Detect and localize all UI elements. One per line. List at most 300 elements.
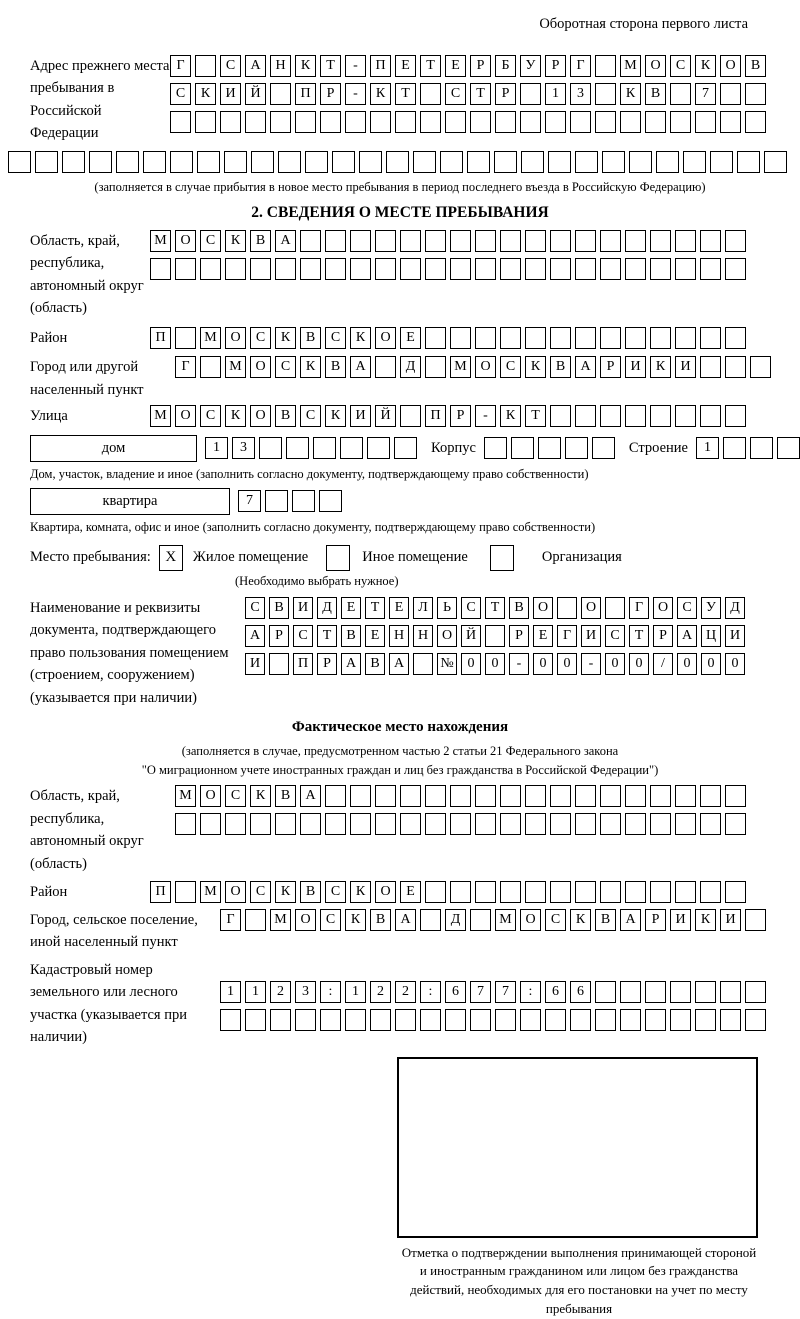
form-cell [600,813,621,835]
form-cell [511,437,534,459]
form-cell: - [509,653,529,675]
form-cell: К [525,356,546,378]
form-cell [413,151,436,173]
form-cell: Д [317,597,337,619]
form-cell [670,111,691,133]
city-row [175,356,771,378]
form-cell [670,83,691,105]
confirmation-stamp-box [397,1057,758,1238]
form-cell: 0 [485,653,505,675]
form-cell [745,981,766,1003]
form-cell: - [475,405,496,427]
form-cell [745,1009,766,1031]
form-cell [143,151,166,173]
form-cell: К [370,83,391,105]
form-cell: О [250,405,271,427]
form-cell [575,230,596,252]
form-cell: Г [170,55,191,77]
form-cell: А [300,785,321,807]
actual-location-note2: "О миграционном учете иностранных граждан и лиц без гражданства в Российской Федерации") [141,762,659,777]
form-cell: Й [245,83,266,105]
form-cell: 7 [695,83,716,105]
prev-address-rows [170,55,766,133]
form-cell [700,230,721,252]
form-cell: Т [485,597,505,619]
form-cell [400,813,421,835]
form-cell [313,437,336,459]
checkbox-organization[interactable] [490,545,514,571]
form-cell: 3 [232,437,255,459]
form-cell [625,327,646,349]
form-cell [485,625,505,647]
form-cell: С [250,881,271,903]
form-cell [602,151,625,173]
form-cell: К [225,405,246,427]
form-cell [265,490,288,512]
form-cell [725,258,746,280]
form-cell [225,258,246,280]
form-cell [35,151,58,173]
form-cell [275,258,296,280]
form-cell [275,813,296,835]
form-cell [629,151,652,173]
form-cell: - [581,653,601,675]
document-row2 [245,625,745,647]
form-cell [445,111,466,133]
form-cell [175,258,196,280]
cadastral-block [30,959,800,1049]
form-cell [620,1009,641,1031]
form-cell: В [365,653,385,675]
form-cell: О [720,55,741,77]
form-cell: Р [450,405,471,427]
form-cell: М [620,55,641,77]
form-cell [764,151,787,173]
form-cell [292,490,315,512]
form-cell [224,151,247,173]
form-cell: И [675,356,696,378]
form-cell [475,881,496,903]
form-cell: А [575,356,596,378]
form-cell: Т [395,83,416,105]
form-cell: С [677,597,697,619]
fact-district-label: Район [30,884,68,901]
form-cell: К [350,881,371,903]
form-cell [656,151,679,173]
form-cell: 2 [395,981,416,1003]
form-cell: Е [341,597,361,619]
fact-region-block [30,785,800,875]
form-cell [725,813,746,835]
form-cell [725,405,746,427]
form-cell [375,785,396,807]
form-cell [570,111,591,133]
form-cell [270,111,291,133]
form-cell: Р [509,625,529,647]
form-cell [725,785,746,807]
form-cell [425,785,446,807]
form-cell: Р [600,356,621,378]
form-cell [345,111,366,133]
form-cell [413,653,433,675]
form-cell [325,258,346,280]
form-cell: М [200,327,221,349]
form-cell [440,151,463,173]
form-cell: 2 [370,981,391,1003]
form-cell [225,813,246,835]
house-row [30,435,800,462]
form-cell [470,111,491,133]
form-cell: 7 [495,981,516,1003]
form-cell: К [325,405,346,427]
form-cell [737,151,760,173]
form-cell: С [200,230,221,252]
form-cell [450,327,471,349]
form-cell [375,230,396,252]
region-row2 [150,258,746,280]
form-cell: 1 [345,981,366,1003]
form-cell [520,1009,541,1031]
stroenie-cells [696,437,800,459]
form-cell: В [370,909,391,931]
form-cell: Т [525,405,546,427]
form-cell: В [269,597,289,619]
form-cell [650,405,671,427]
form-cell [320,111,341,133]
form-cell [420,111,441,133]
form-cell [375,258,396,280]
form-cell: Е [395,55,416,77]
form-cell [605,597,625,619]
form-cell: С [275,356,296,378]
fact-region-label: Область, край, республика, автономный округ (область) [30,788,144,872]
city-label: Город или другой населенный пункт [30,359,144,398]
form-cell [170,111,191,133]
form-cell: 6 [445,981,466,1003]
form-cell: Г [557,625,577,647]
form-cell: У [701,597,721,619]
form-cell: О [375,327,396,349]
korpus-label: Корпус [431,439,476,456]
form-cell [359,151,382,173]
form-cell [495,111,516,133]
form-cell: 0 [461,653,481,675]
street-label: Улица [30,408,68,425]
form-cell [494,151,517,173]
form-cell [450,881,471,903]
form-cell [278,151,301,173]
form-cell [675,327,696,349]
form-cell [200,813,221,835]
form-cell: - [345,55,366,77]
form-cell: У [520,55,541,77]
form-cell: 0 [605,653,625,675]
form-cell [720,111,741,133]
form-cell [570,1009,591,1031]
form-cell: 1 [696,437,719,459]
form-cell: 6 [570,981,591,1003]
form-cell [620,981,641,1003]
form-cell [200,258,221,280]
form-cell: Т [470,83,491,105]
form-cell [700,356,721,378]
fact-city-label: Город, сельское поселение, иной населенный пункт [30,911,198,951]
form-cell [350,813,371,835]
form-cell [700,405,721,427]
form-cell [197,151,220,173]
form-cell [625,785,646,807]
form-cell [745,83,766,105]
document-block [30,597,800,709]
option-other-premises-label: Иное помещение [362,549,468,566]
form-cell [595,83,616,105]
form-cell [470,909,491,931]
form-cell: С [445,83,466,105]
form-cell: В [550,356,571,378]
form-cell: Р [269,625,289,647]
region-rows [150,230,746,280]
form-cell [650,258,671,280]
form-cell [575,881,596,903]
form-cell [484,437,507,459]
form-cell [325,785,346,807]
stroenie-label: Строение [628,439,688,456]
form-cell [625,405,646,427]
form-cell [425,327,446,349]
form-cell [600,881,621,903]
form-cell: В [300,327,321,349]
form-cell [525,230,546,252]
form-cell: С [300,405,321,427]
form-cell: А [245,55,266,77]
form-cell [319,490,342,512]
fact-city-row [220,909,766,931]
form-cell: Р [317,653,337,675]
form-cell [500,813,521,835]
form-cell [700,785,721,807]
form-cell: В [745,55,766,77]
form-cell: К [195,83,216,105]
form-cell [575,785,596,807]
form-cell: П [425,405,446,427]
form-cell: О [520,909,541,931]
checkbox-residential[interactable]: X [159,545,183,571]
form-cell [650,230,671,252]
prev-address-row2 [170,83,766,105]
form-cell [675,785,696,807]
form-cell [325,813,346,835]
form-cell: А [389,653,409,675]
form-cell: П [150,881,171,903]
form-cell: В [341,625,361,647]
form-cell [150,258,171,280]
form-cell [394,437,417,459]
form-cell: А [350,356,371,378]
form-cell [683,151,706,173]
form-cell [550,881,571,903]
form-cell: : [420,981,441,1003]
form-cell [320,1009,341,1031]
fact-city-block [30,909,800,954]
district-row [150,327,746,349]
form-cell: О [581,597,601,619]
form-cell [670,1009,691,1031]
form-cell: Р [320,83,341,105]
form-cell [725,230,746,252]
form-cell: Т [629,625,649,647]
form-cell [62,151,85,173]
form-cell: 2 [270,981,291,1003]
form-cell [550,405,571,427]
form-cell: С [170,83,191,105]
form-cell [695,981,716,1003]
form-cell [475,230,496,252]
form-cell: С [200,405,221,427]
cadastral-row2 [220,1009,766,1031]
form-cell [300,813,321,835]
option-organization-label: Организация [541,549,622,566]
section2-title: 2. СВЕДЕНИЯ О МЕСТЕ ПРЕБЫВАНИЯ [251,203,549,221]
form-cell [420,83,441,105]
form-cell: И [581,625,601,647]
form-cell: С [225,785,246,807]
form-cell: В [275,405,296,427]
form-cell [425,356,446,378]
form-cell [595,55,616,77]
apartment-row [30,488,800,515]
form-cell [520,111,541,133]
form-cell [700,258,721,280]
form-cell [700,881,721,903]
form-cell [475,258,496,280]
actual-location-title: Фактическое место нахождения [291,718,509,735]
form-cell: К [620,83,641,105]
form-cell: Е [365,625,385,647]
form-cell [625,881,646,903]
cadastral-row1 [220,981,766,1003]
form-cell [720,981,741,1003]
form-cell: К [695,909,716,931]
form-cell: О [375,881,396,903]
form-cell: О [225,327,246,349]
form-cell: Д [400,356,421,378]
form-cell: - [345,83,366,105]
form-cell [269,653,289,675]
form-cell [550,813,571,835]
form-cell: Е [445,55,466,77]
form-cell: К [275,881,296,903]
form-cell: М [450,356,471,378]
form-cell [475,327,496,349]
form-cell [548,151,571,173]
form-cell [395,1009,416,1031]
form-cell [467,151,490,173]
form-cell [557,597,577,619]
form-cell: 0 [629,653,649,675]
form-cell [645,981,666,1003]
form-cell [595,981,616,1003]
form-cell: 1 [545,83,566,105]
form-cell: 3 [570,83,591,105]
form-cell: Е [400,881,421,903]
region-row1 [150,230,746,252]
form-cell [550,230,571,252]
form-cell: К [650,356,671,378]
form-cell [175,327,196,349]
form-cell: О [175,405,196,427]
form-cell [450,813,471,835]
form-cell: П [150,327,171,349]
form-cell [470,1009,491,1031]
korpus-cells [484,437,615,459]
form-cell: К [300,356,321,378]
form-cell: Н [270,55,291,77]
apartment-cells [238,490,342,512]
form-cell: С [220,55,241,77]
form-cell: 6 [545,981,566,1003]
district-block [30,327,800,349]
form-cell [725,881,746,903]
form-cell [720,83,741,105]
apartment-caption: Квартира, комната, офис и иное (заполнить согласно документу, подтверждающему право собственности) [30,519,596,534]
form-cell [675,405,696,427]
form-cell: Г [175,356,196,378]
form-cell: О [225,881,246,903]
form-cell: О [200,785,221,807]
form-cell [500,230,521,252]
form-cell: В [250,230,271,252]
form-cell: И [220,83,241,105]
form-cell: 1 [205,437,228,459]
form-cell: / [653,653,673,675]
form-cell: С [245,597,265,619]
form-cell [745,909,766,931]
form-cell [525,327,546,349]
form-cell: : [320,981,341,1003]
form-cell [723,437,746,459]
fact-district-row [150,881,746,903]
form-cell: 7 [470,981,491,1003]
checkbox-other-premises[interactable] [326,545,350,571]
form-cell: С [293,625,313,647]
form-cell [89,151,112,173]
stay-type-label: Место пребывания: [30,549,151,566]
form-cell: К [570,909,591,931]
form-cell [495,1009,516,1031]
prev-address-row4 [8,151,800,173]
form-cell [420,1009,441,1031]
form-cell: 0 [725,653,745,675]
form-cell [245,1009,266,1031]
form-cell: М [200,881,221,903]
form-cell: Р [545,55,566,77]
form-cell: 1 [245,981,266,1003]
form-cell: 7 [238,490,261,512]
form-cell [370,1009,391,1031]
form-cell [395,111,416,133]
form-cell [521,151,544,173]
form-cell [332,151,355,173]
form-cell: В [595,909,616,931]
form-cell [450,258,471,280]
form-cell: А [245,625,265,647]
document-row1 [245,597,745,619]
form-cell [725,356,746,378]
form-cell [695,1009,716,1031]
form-cell [400,258,421,280]
district-label: Район [30,329,68,346]
house-caption: Дом, участок, владение и иное (заполнить согласно документу, подтверждающему право собственности) [30,466,589,481]
